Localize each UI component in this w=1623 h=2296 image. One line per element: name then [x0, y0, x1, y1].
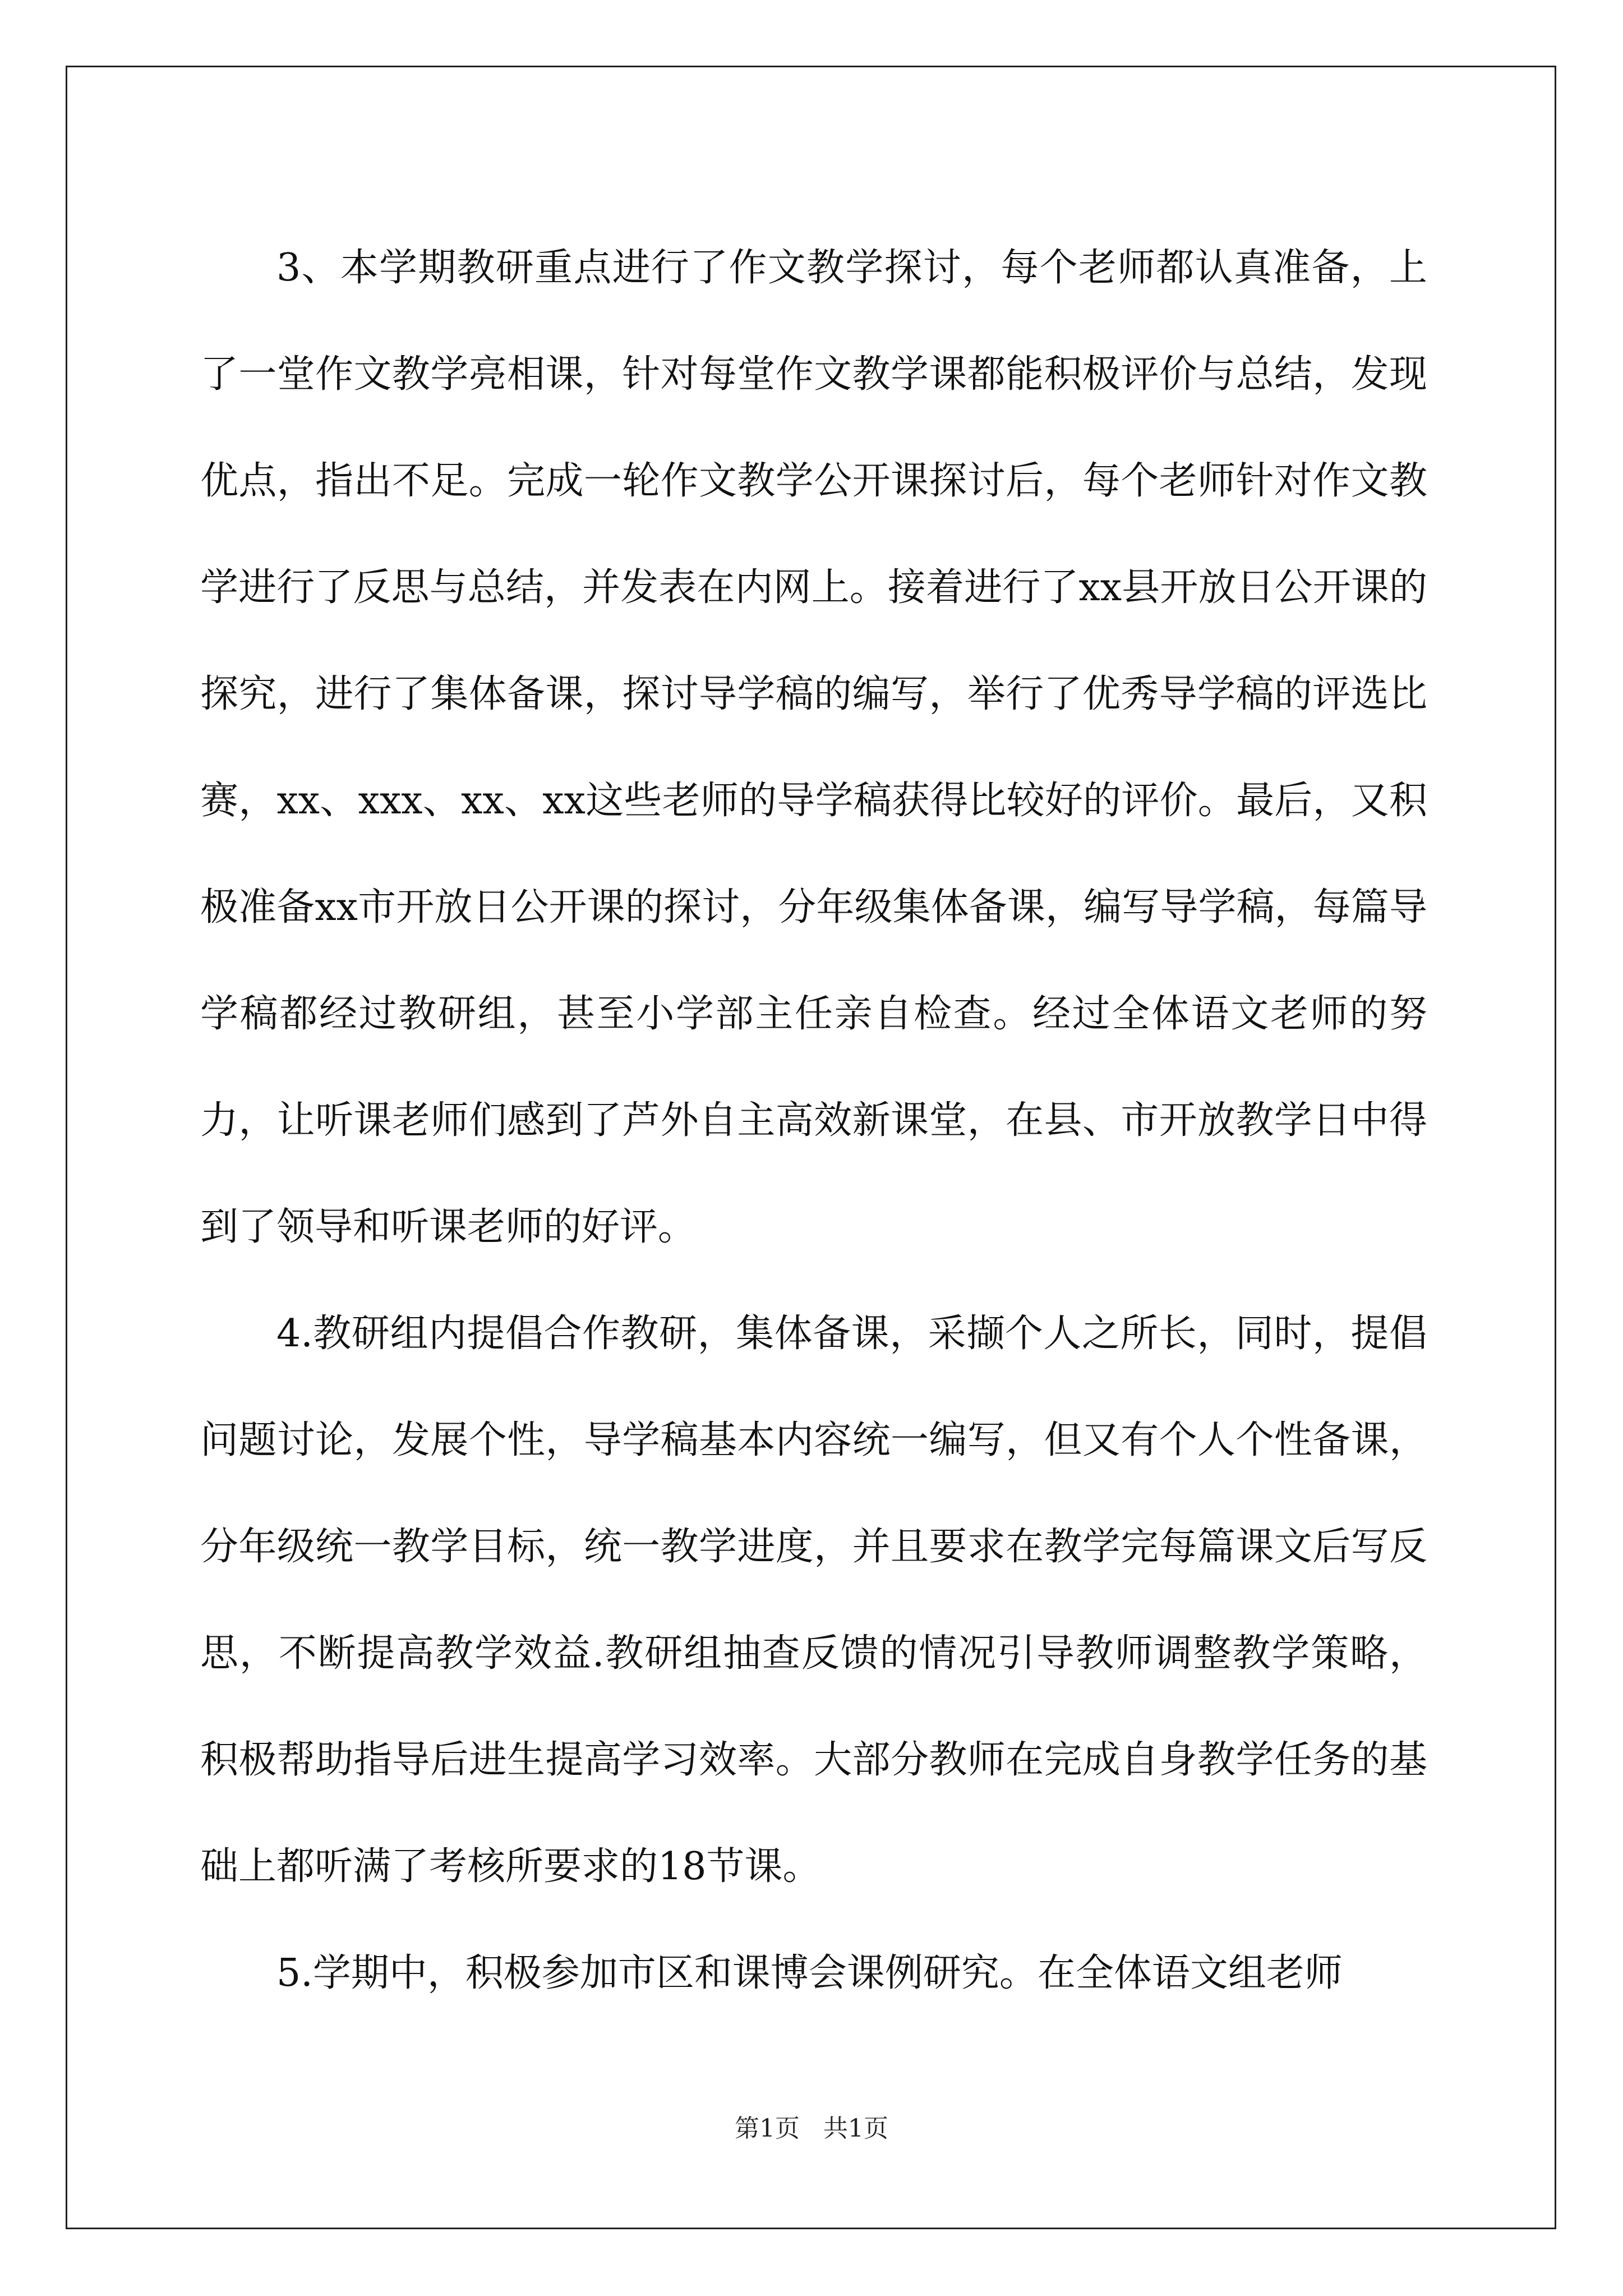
- paragraph-5: 5.学期中，积极参加市区和课博会课例研究。在全体语文组老师: [276, 1951, 1343, 1995]
- page-number: 第1页: [735, 2114, 800, 2143]
- paragraph-3: 3、本学期教研重点进行了作文教学探讨，每个老师都认真准备，上了一堂作文教学亮相课，针对每堂作文教学课都能积极评价与总结，发现优点，指出不足。完成一轮作文教学公开课探讨后，每个老师针对作文教学进行了反思与总结，并发表在内网上。接着进行了xx县开放日公开课的探究，进行了集体备课，探讨导学稿的编写，举行了优秀导学稿的评选比赛，xx、xxx、xx、xx这些老师的导学稿获得比较好的评价。最后，又积极准备xx市开放日公开课的探讨，分年级集体备课，编写导学稿，每篇导学稿都经过教研组，甚至小学部主任亲自检查。经过全体语文老师的努力，让听课老师们感到了芦外自主高效新课堂，在县、市开放教学日中得到了领导和听课老师的好评。: [200, 246, 1427, 1249]
- document-body: [200, 215, 1427, 2027]
- page-footer: [0, 2112, 1623, 2146]
- page-total: 共1页: [823, 2114, 888, 2143]
- paragraph-4: 4.教研组内提倡合作教研，集体备课，采撷个人之所长，同时，提倡问题讨论，发展个性，导学稿基本内容统一编写，但又有个人个性备课，分年级统一教学目标，统一教学进度，并且要求在教学完每篇课文后写反思，不断提高教学效益.教研组抽查反馈的情况引导教师调整教学策略，积极帮助指导后进生提高学习效率。大部分教师在完成自身教学任务的基础上都听满了考核所要求的18节课。: [200, 1312, 1427, 1889]
